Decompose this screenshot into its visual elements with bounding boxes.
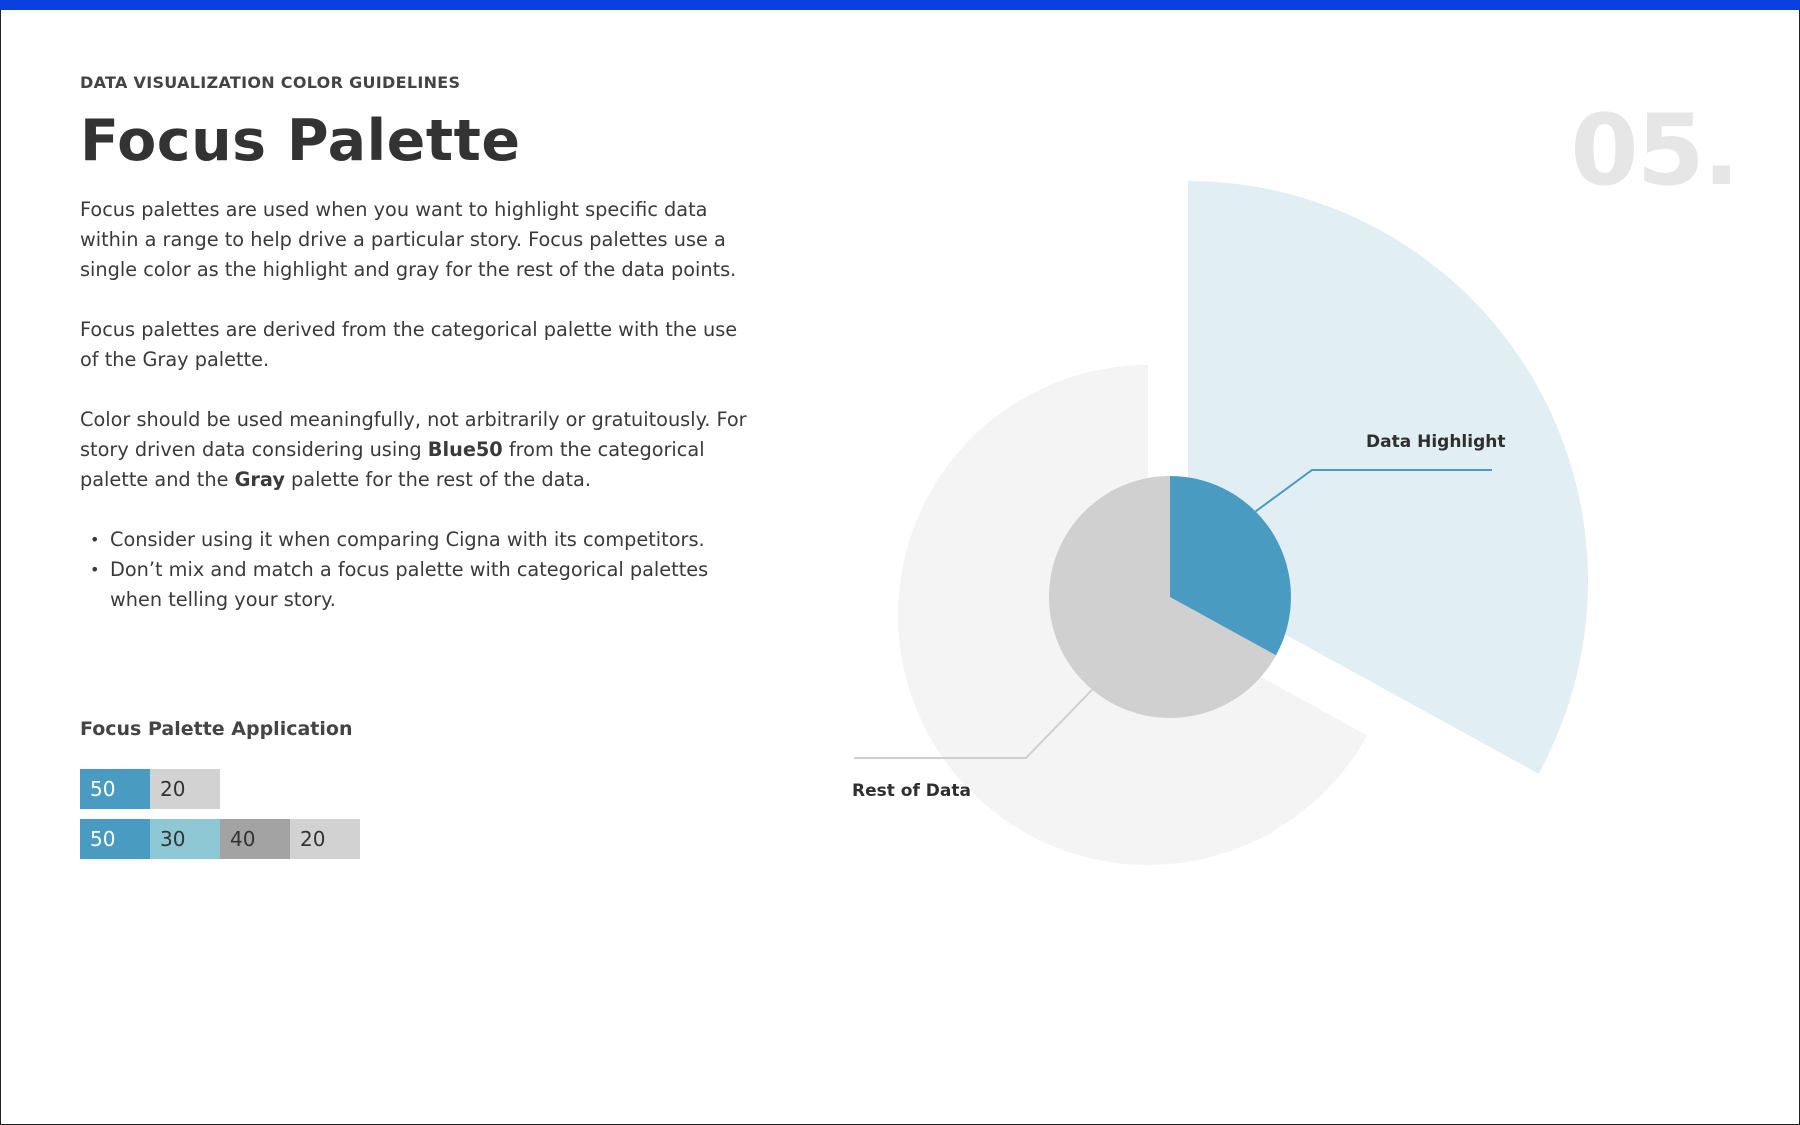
paragraph-3-text-c: palette for the rest of the data. [284, 468, 591, 491]
swatch-gray40: 40 [220, 819, 290, 859]
data-highlight-label: Data Highlight [1366, 432, 1506, 452]
bullet-item: • Don’t mix and match a focus palette with categorical palettes when telling your story. [80, 555, 760, 615]
page-title: Focus Palette [80, 108, 521, 174]
rest-of-data-label: Rest of Data [852, 781, 971, 801]
paragraph-3-text-a: Color should be used meaningfully, not arbitrarily or gratuitously. For story driven data considering using [80, 408, 747, 461]
swatch-gray20: 20 [290, 819, 360, 859]
gray-emphasis: Gray [234, 468, 285, 491]
paragraph-2: Focus palettes are derived from the categorical palette with the use of the Gray palette. [80, 318, 738, 371]
page-number: 05. [1570, 94, 1738, 208]
swatch-blue50: 50 [80, 819, 150, 859]
swatch-blue50: 50 [80, 769, 150, 809]
application-title: Focus Palette Application [80, 718, 353, 740]
blue50-emphasis: Blue50 [427, 438, 503, 461]
section-eyebrow: DATA VISUALIZATION COLOR GUIDELINES [80, 73, 461, 92]
paragraph-3-text-b: from the categorical palette and the [80, 438, 705, 491]
paragraph-1: Focus palettes are used when you want to highlight specific data within a range to help drive a particular story. Focus palettes use a single color as the highlight and gray for the rest of the data points. [80, 198, 737, 281]
swatch-teal30: 30 [150, 819, 220, 859]
bullet-item: • Consider using it when comparing Cigna with its competitors. [80, 525, 760, 555]
swatch-gray20: 20 [150, 769, 220, 809]
